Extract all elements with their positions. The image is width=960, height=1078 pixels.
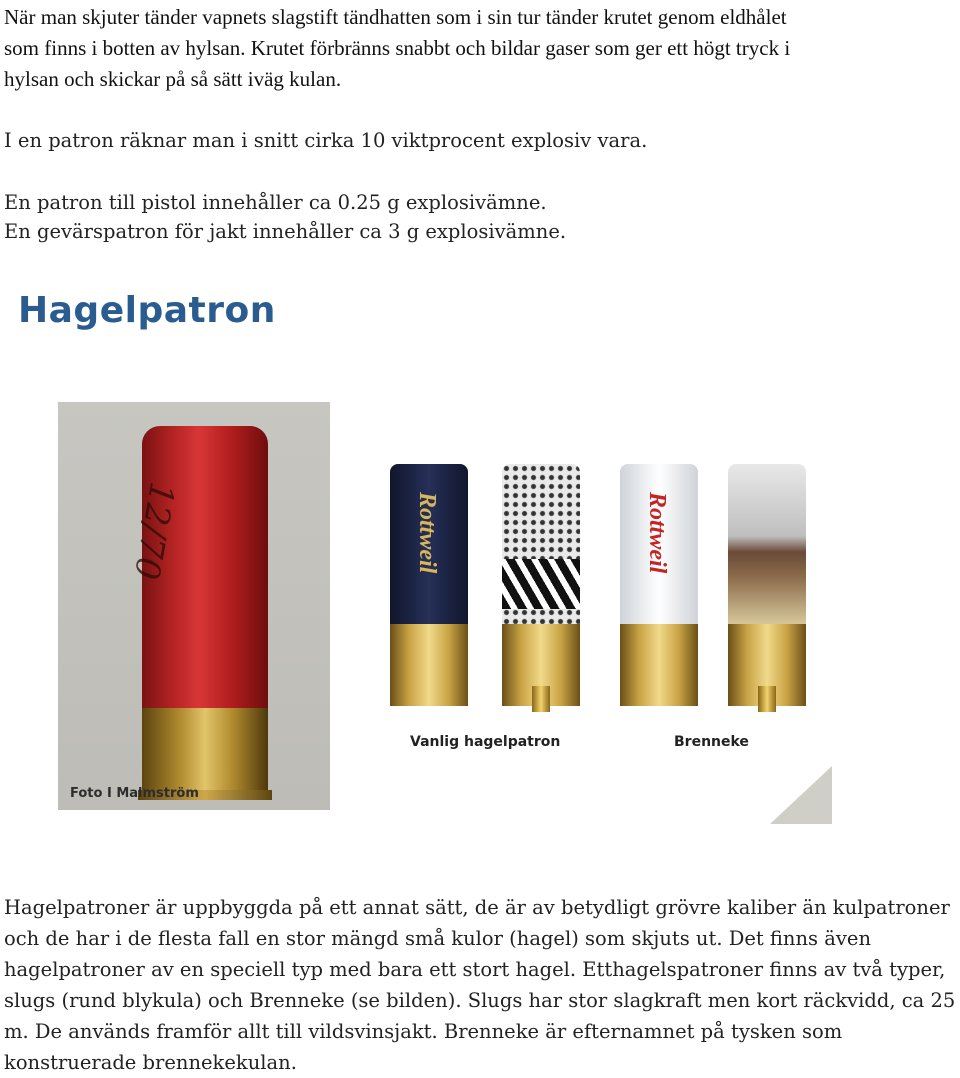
shell-brand: Rottweil — [644, 492, 670, 574]
red-shotgun-shell-photo — [58, 402, 330, 810]
shell-primer — [758, 686, 776, 712]
slug-load — [728, 464, 806, 624]
caption-brenneke: Brenneke — [674, 734, 749, 750]
shell-cutaway-slug — [728, 464, 806, 704]
body-line: m. De används framför allt till vildsvinsjakt. Brenneke är efternamnet på tysken som — [4, 1020, 843, 1043]
body-line: Hagelpatroner är uppbyggda på ett annat sätt, de är av betydligt grövre kaliber än kulpatroner — [4, 896, 950, 919]
shell-wad — [502, 559, 580, 609]
red-shell-print: 12/70 — [125, 479, 182, 583]
rifle-amount-line: En gevärspatron för jakt innehåller ca 3 g explosivämne. — [4, 220, 567, 243]
intro-paragraph — [4, 2, 954, 95]
body-line: slugs (rund blykula) och Brenneke (se bilden). Slugs har stor slagkraft men kort räckvidd, ca 25 — [4, 989, 956, 1012]
shell-dark-blue — [390, 464, 468, 704]
intro-line: När man skjuter tänder vapnets slagstift tändhatten som i sin tur tänder krutet genom eldhålet — [4, 5, 787, 29]
shell-primer — [532, 686, 550, 712]
shell-casing — [620, 464, 698, 624]
fact-paragraph: I en patron räknar man i snitt cirka 10 viktprocent explosiv vara. — [4, 129, 648, 152]
intro-line: som finns i botten av hylsan. Krutet förbränns snabbt och bildar gaser som ger ett högt tryck i — [4, 36, 791, 60]
brass-base — [142, 708, 268, 798]
shotgun-shell-paragraph — [4, 892, 956, 1078]
shell-brass-base — [620, 624, 698, 706]
caption-regular-shell: Vanlig hagelpatron — [410, 734, 561, 750]
page-corner-fold — [770, 766, 832, 824]
explosive-amount-paragraph — [4, 188, 954, 246]
pistol-amount-line: En patron till pistol innehåller ca 0.25 g explosivämne. — [4, 191, 547, 214]
body-line: konstruerade brennekekulan. — [4, 1051, 297, 1074]
body-line: hagelpatroner av en speciell typ med bara ett stort hagel. Etthagelspatroner finns av två typer, — [4, 958, 946, 981]
figure-heading: Hagelpatron — [18, 290, 276, 331]
shell-casing — [390, 464, 468, 624]
red-shell-body — [125, 426, 268, 712]
body-line: och de har i de flesta fall en stor mängd små kulor (hagel) som skjuts ut. Det finns även — [4, 927, 871, 950]
shell-brass-base — [390, 624, 468, 706]
shell-cutaway-pellets — [502, 464, 580, 704]
shell-cutaway-photo — [372, 452, 832, 824]
shell-white — [620, 464, 698, 704]
intro-line: hylsan och skickar på så sätt iväg kulan. — [4, 67, 342, 91]
photo-credit: Foto I Malmström — [70, 786, 199, 801]
shell-brand: Rottweil — [414, 492, 440, 574]
